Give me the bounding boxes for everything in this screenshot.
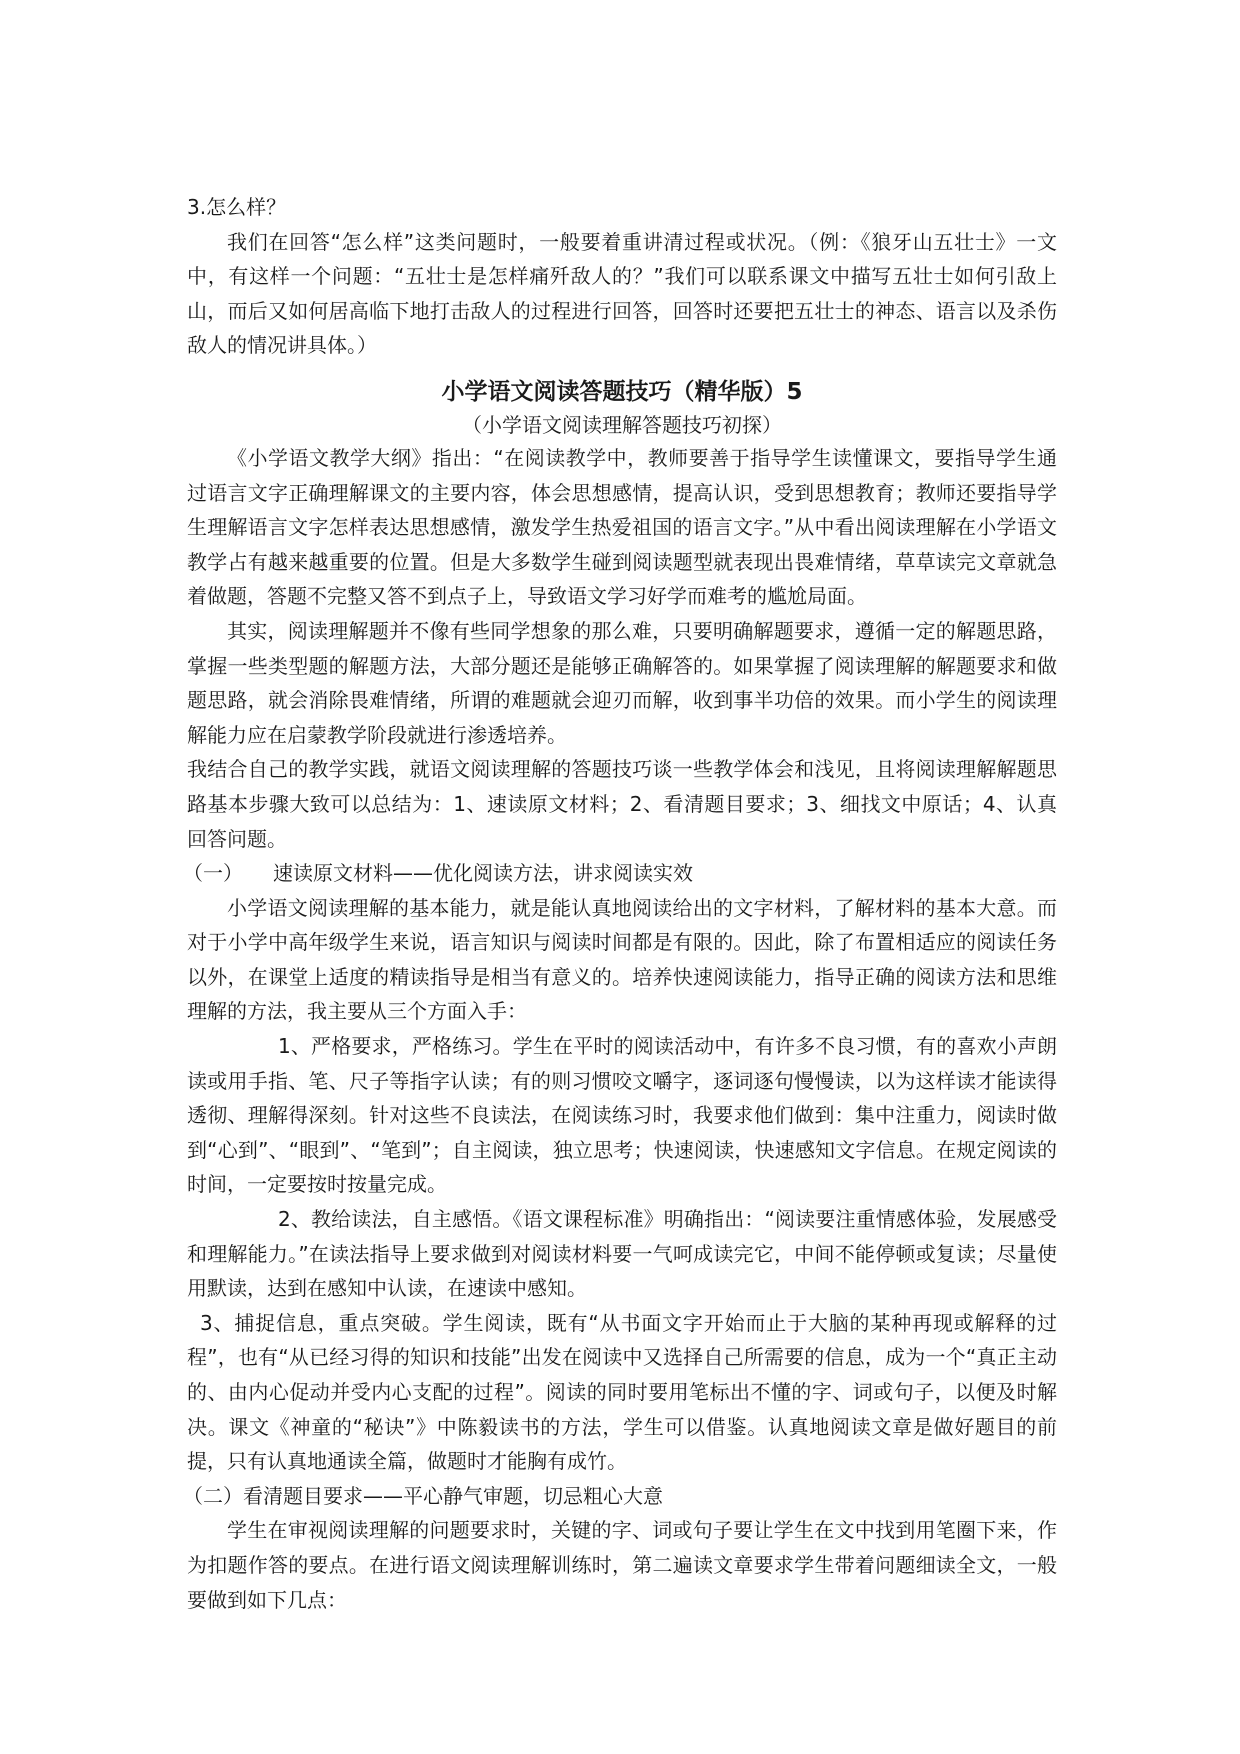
section1-heading bbox=[183, 856, 1057, 891]
section1-item-3: 3、捕捉信息，重点突破。学生阅读，既有“从书面文字开始而止于大脑的某种再现或解释的过程”，也有“从已经习得的知识和技能”出发在阅读中又选择自己所需要的信息，成为一个“真正主动的、由内心促动并受内心支配的过程”。阅读的同时要用笔标出不懂的字、词或句子，以便及时解决。课文《神童的“秘诀”》中陈毅读书的方法，学生可以借鉴。认真地阅读文章是做好题目的前提，只有认真地通读全篇，做题时才能胸有成竹。 bbox=[187, 1310, 1057, 1474]
intro-paragraph-actually: 其实，阅读理解题并不像有些同学想象的那么难，只要明确解题要求，遵循一定的解题思路，掌握一些类型题的解题方法，大部分题还是能够正确解答的。如果掌握了阅读理解的解题要求和做题思路，就会消除畏难情绪，所谓的难题就会迎刃而解，收到事半功倍的效果。而小学生的阅读理解能力应在启蒙教学阶段就进行渗透培养。 bbox=[187, 618, 1057, 747]
document-page bbox=[183, 190, 1057, 1617]
section1-label: （一） bbox=[183, 861, 243, 886]
section1-item-2: 2、教给读法，自主感悟。《语文课程标准》明确指出：“阅读要注重情感体验，发展感受和理解能力。”在读法指导上要求做到对阅读材料要一气呵成读完它，中间不能停顿或复读；尽量使用默读，达到在感知中认读，在速读中感知。 bbox=[187, 1207, 1057, 1301]
section1-title: 速读原文材料——优化阅读方法，讲求阅读实效 bbox=[273, 861, 693, 886]
section1-item-1: 1、严格要求，严格练习。学生在平时的阅读活动中，有许多不良习惯，有的喜欢小声朗读或用手指、笔、尺子等指字认读；有的则习惯咬文嚼字，逐词逐句慢慢读，以为这样读才能读得透彻、理解得深刻。针对这些不良读法，在阅读练习时，我要求他们做到：集中注重力，阅读时做到“心到”、“眼到”、“笔到”；自主阅读，独立思考；快速阅读，快速感知文字信息。在规定阅读的时间，一定要按时按量完成。 bbox=[187, 1034, 1057, 1197]
section2-paragraph: 学生在审视阅读理解的问题要求时，关键的字、词或句子要让学生在文中找到用笔圈下来，作为扣题作答的要点。在进行语文阅读理解训练时，第二遍读文章要求学生带着问题细读全文，一般要做到如下几点： bbox=[187, 1518, 1057, 1612]
section1-paragraph: 小学语文阅读理解的基本能力，就是能认真地阅读给出的文字材料，了解材料的基本大意。而对于小学中高年级学生来说，语言知识与阅读时间都是有限的。因此，除了布置相适应的阅读任务以外，在课堂上适度的精读指导是相当有意义的。培养快速阅读能力，指导正确的阅读方法和思维理解的方法，我主要从三个方面入手： bbox=[187, 895, 1057, 1024]
section2-heading: （二）看清题目要求——平心静气审题，切忌粗心大意 bbox=[183, 1483, 663, 1508]
paragraph-how-answer: 我们在回答“怎么样”这类问题时，一般要着重讲清过程或状况。（例：《狼牙山五壮士》一文中，有这样一个问题：“五壮士是怎样痛歼敌人的？”我们可以联系课文中描写五壮士如何引敌上山，而后又如何居高临下地打击敌人的过程进行回答，回答时还要把五壮士的神态、语言以及杀伤敌人的情况讲具体。） bbox=[187, 229, 1057, 358]
intro-paragraph-syllabus: 《小学语文教学大纲》指出：“在阅读教学中，教师要善于指导学生读懂课文，要指导学生通过语言文字正确理解课文的主要内容，体会思想感情，提高认识，受到思想教育；教师还要指导学生理解语言文字怎样表达思想感情，激发学生热爱祖国的语言文字。”从中看出阅读理解在小学语文教学占有越来越重要的位置。但是大多数学生碰到阅读题型就表现出畏难情绪，草草读完文章就急着做题，答题不完整又答不到点子上，导致语文学习好学而难考的尴尬局面。 bbox=[187, 445, 1057, 609]
section-heading-how: 3.怎么样？ bbox=[187, 195, 287, 219]
document-title: 小学语文阅读答题技巧（精华版）5 bbox=[441, 378, 803, 405]
document-subtitle: （小学语文阅读理解答题技巧初探） bbox=[462, 412, 782, 437]
intro-paragraph-steps: 我结合自己的教学实践，就语文阅读理解的答题技巧谈一些教学体会和浅见，且将阅读理解解题思路基本步骤大致可以总结为：1、速读原文材料；2、看清题目要求；3、细找文中原话；4、认真回答问题。 bbox=[187, 757, 1057, 851]
